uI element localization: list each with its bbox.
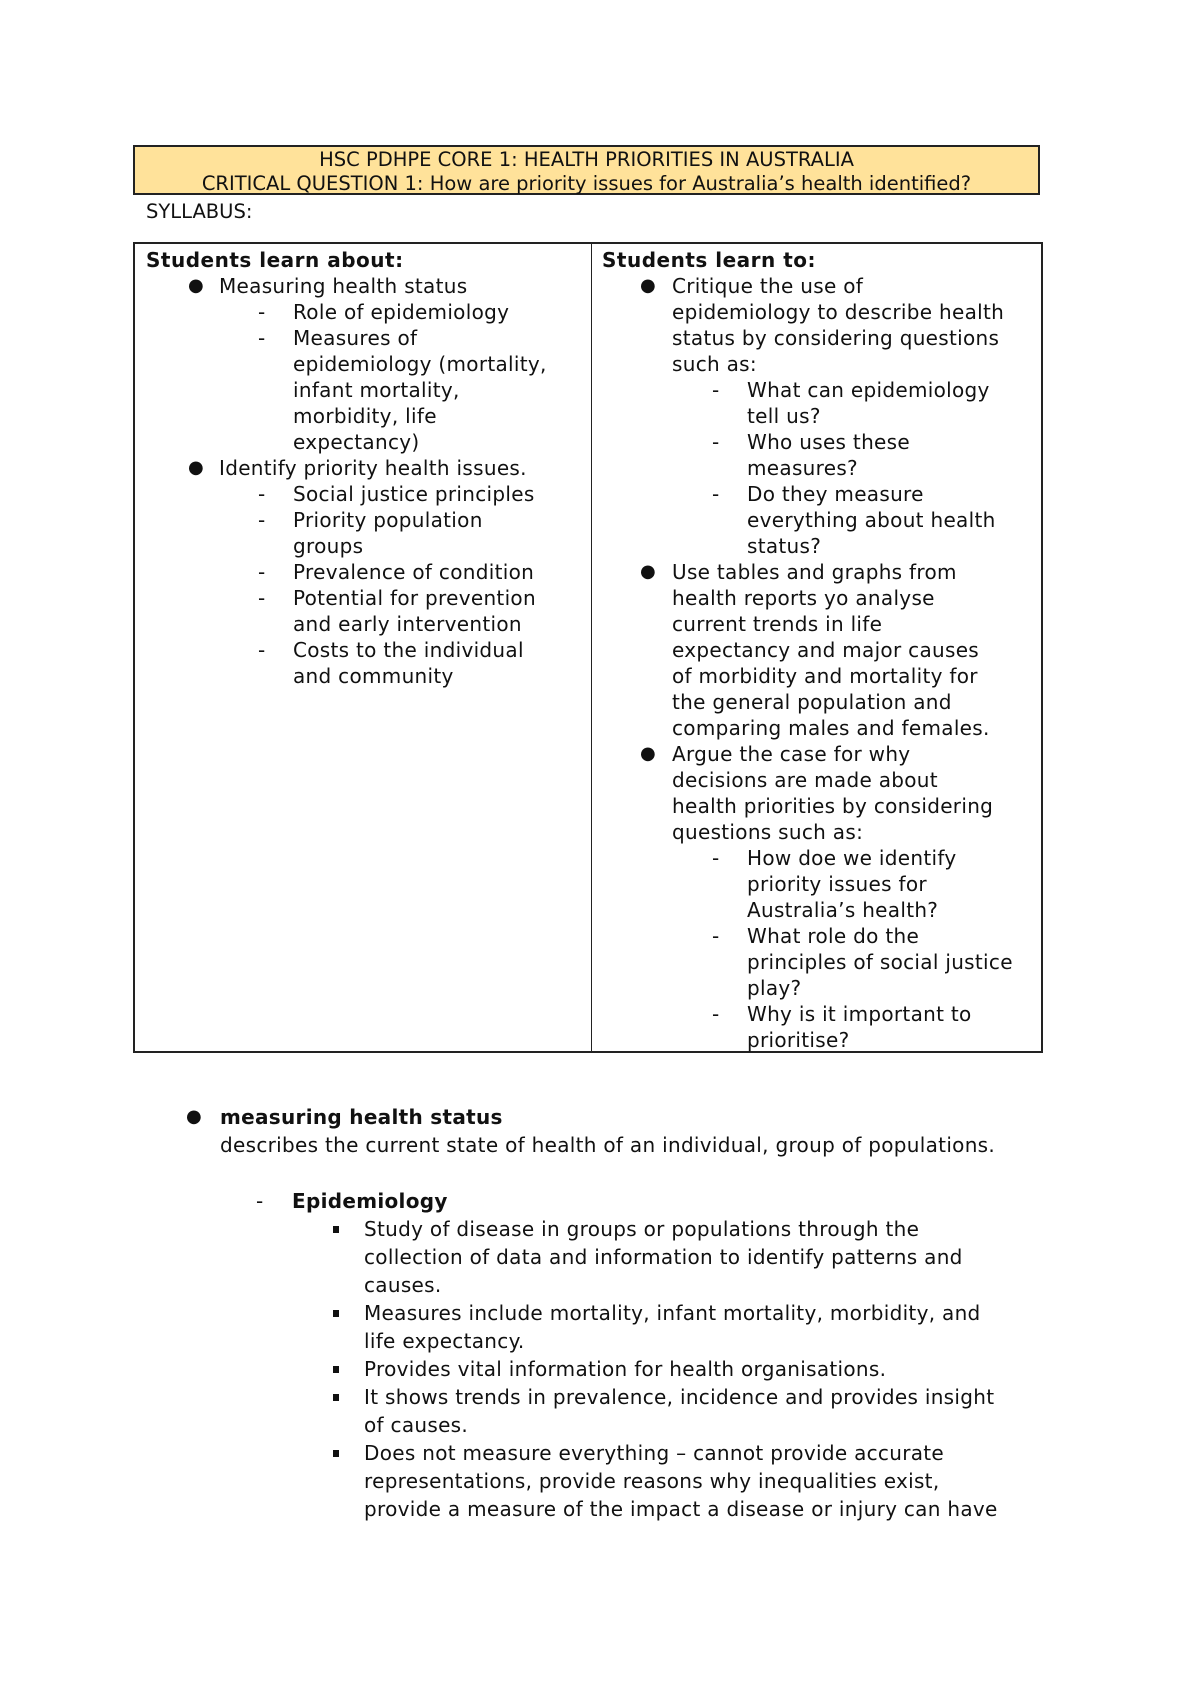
- list-item-line: of morbidity and mortality for: [672, 664, 978, 688]
- list-item-line: everything about health: [747, 508, 996, 532]
- list-item-line: Identify priority health issues.: [219, 456, 527, 480]
- list-item-line: play?: [747, 976, 802, 1000]
- title-line-1: HSC PDHPE CORE 1: HEALTH PRIORITIES IN AUSTRALIA: [319, 148, 854, 171]
- dash-icon: -: [258, 560, 266, 584]
- list-item-line: Prevalence of condition: [293, 560, 535, 584]
- list-item-line: current trends in life: [672, 612, 883, 636]
- list-item-line: status?: [747, 534, 822, 558]
- dash-icon: -: [258, 326, 266, 350]
- note-point-line: representations, provide reasons why inequalities exist,: [364, 1469, 940, 1493]
- dash-icon: -: [712, 924, 720, 948]
- list-item-line: Who uses these: [747, 430, 910, 454]
- list-item-line: status by considering questions: [672, 326, 1000, 350]
- list-item-line: Role of epidemiology: [293, 300, 510, 324]
- square-bullet-icon: [333, 1366, 339, 1373]
- list-item-line: What can epidemiology: [747, 378, 990, 402]
- square-bullet-icon: [333, 1226, 339, 1233]
- list-item-line: Do they measure: [747, 482, 924, 506]
- list-item-line: Measuring health status: [219, 274, 468, 298]
- list-item-line: infant mortality,: [293, 378, 460, 402]
- dash-icon: -: [258, 586, 266, 610]
- title-line-2: CRITICAL QUESTION 1: How are priority issues for Australia’s health identified?: [201, 172, 972, 195]
- note-point-line: of causes.: [364, 1413, 469, 1437]
- dash-icon: -: [258, 638, 266, 662]
- learn-to-heading: Students learn to:: [602, 248, 817, 272]
- list-item-line: measures?: [747, 456, 858, 480]
- notes-subheading: Epidemiology: [292, 1189, 448, 1213]
- list-item-line: decisions are made about: [672, 768, 938, 792]
- learn-to-column: [592, 244, 1041, 1051]
- list-item-line: health priorities by considering: [672, 794, 994, 818]
- bullet-icon: ●: [188, 275, 204, 296]
- note-point-line: It shows trends in prevalence, incidence and provides insight: [364, 1385, 995, 1409]
- square-bullet-icon: [333, 1394, 339, 1401]
- note-point-line: Does not measure everything – cannot provide accurate: [364, 1441, 945, 1465]
- list-item-line: Priority population: [293, 508, 483, 532]
- bullet-icon: ●: [186, 1106, 202, 1127]
- dash-icon: -: [712, 378, 720, 402]
- dash-icon: -: [712, 482, 720, 506]
- list-item-line: such as:: [672, 352, 757, 376]
- dash-icon: -: [712, 846, 720, 870]
- list-item-line: What role do the: [747, 924, 920, 948]
- square-bullet-icon: [333, 1310, 339, 1317]
- list-item-line: priority issues for: [747, 872, 927, 896]
- bullet-icon: ●: [640, 743, 656, 764]
- list-item-line: Critique the use of: [672, 274, 864, 298]
- syllabus-table: [133, 242, 1043, 1053]
- list-item-line: Social justice principles: [293, 482, 535, 506]
- list-item-line: morbidity, life: [293, 404, 437, 428]
- dash-icon: -: [256, 1189, 264, 1213]
- note-point-line: causes.: [364, 1273, 442, 1297]
- list-item-line: Measures of: [293, 326, 418, 350]
- square-bullet-icon: [333, 1450, 339, 1457]
- list-item-line: How doe we identify: [747, 846, 957, 870]
- dash-icon: -: [258, 300, 266, 324]
- note-point-line: life expectancy.: [364, 1329, 525, 1353]
- list-item-line: Argue the case for why: [672, 742, 911, 766]
- bullet-icon: ●: [188, 457, 204, 478]
- list-item-line: epidemiology to describe health: [672, 300, 1005, 324]
- list-item-line: and community: [293, 664, 454, 688]
- dash-icon: -: [712, 430, 720, 454]
- list-item-line: epidemiology (mortality,: [293, 352, 547, 376]
- list-item-line: Potential for prevention: [293, 586, 536, 610]
- syllabus-label: SYLLABUS:: [146, 200, 253, 223]
- list-item-line: expectancy and major causes: [672, 638, 980, 662]
- list-item-line: and early intervention: [293, 612, 522, 636]
- dash-icon: -: [712, 1002, 720, 1026]
- title-banner: [133, 145, 1040, 195]
- note-point-line: provide a measure of the impact a disease or injury can have: [364, 1497, 998, 1521]
- list-item-line: Use tables and graphs from: [672, 560, 957, 584]
- list-item-line: groups: [293, 534, 364, 558]
- note-point-line: Provides vital information for health organisations.: [364, 1357, 887, 1381]
- learn-about-heading: Students learn about:: [146, 248, 404, 272]
- list-item-line: Australia’s health?: [747, 898, 939, 922]
- list-item-line: questions such as:: [672, 820, 864, 844]
- note-point-line: collection of data and information to identify patterns and: [364, 1245, 963, 1269]
- list-item-line: Costs to the individual: [293, 638, 524, 662]
- learn-about-column: [135, 244, 592, 1051]
- list-item-line: principles of social justice: [747, 950, 1013, 974]
- list-item-line: health reports yo analyse: [672, 586, 935, 610]
- list-item-line: comparing males and females.: [672, 716, 990, 740]
- list-item-line: tell us?: [747, 404, 821, 428]
- dash-icon: -: [258, 508, 266, 532]
- note-point-line: Study of disease in groups or populations through the: [364, 1217, 920, 1241]
- notes-description: describes the current state of health of an individual, group of populations.: [220, 1133, 996, 1157]
- notes-heading: measuring health status: [220, 1105, 503, 1129]
- bullet-icon: ●: [640, 275, 656, 296]
- list-item-line: prioritise?: [747, 1028, 850, 1052]
- note-point-line: Measures include mortality, infant mortality, morbidity, and: [364, 1301, 981, 1325]
- bullet-icon: ●: [640, 561, 656, 582]
- list-item-line: expectancy): [293, 430, 420, 454]
- dash-icon: -: [258, 482, 266, 506]
- list-item-line: the general population and: [672, 690, 952, 714]
- list-item-line: Why is it important to: [747, 1002, 972, 1026]
